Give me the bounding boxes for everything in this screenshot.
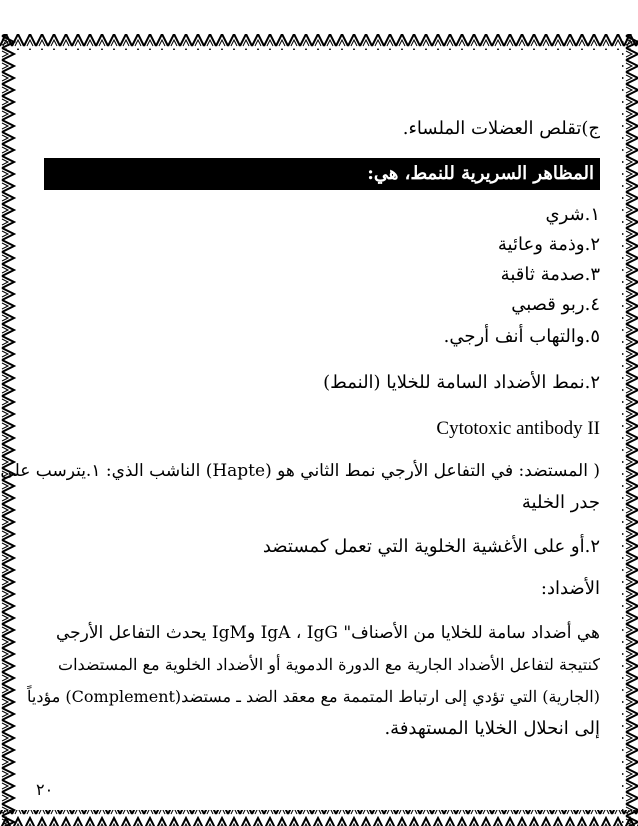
list-item-rhinitis: ٥.والتهاب أنف أرجي. — [443, 326, 600, 347]
list-item-shock: ٣.صدمة ثاقبة — [500, 264, 600, 285]
antibodies-line-4: إلى انحلال الخلايا المستهدفة. — [384, 718, 600, 739]
antigen-line-3: ٢.أو على الأغشية الخلوية التي تعمل كمستضد — [262, 536, 600, 557]
document-page — [0, 100, 600, 800]
page-number: ٢٠ — [36, 780, 54, 799]
list-item-urticaria: ١.شري — [545, 204, 600, 225]
antigen-line-1: ( المستضد: في التفاعل الأرجي نمط الثاني هو (Hapte) الناشب الذي: ١.يترسب على — [0, 461, 600, 481]
antibodies-line-2: كنتيجة لتفاعل الأضداد الجارية مع الدورة الدموية أو الأضداد الخلوية مع المستضدات — [58, 655, 600, 674]
clinical-manifestations-heading: المظاهر السريرية للنمط، هي: — [44, 158, 600, 190]
antigen-line-2: جدر الخلية — [521, 492, 600, 513]
list-item-angioedema: ٢.وذمة وعائية — [497, 234, 600, 255]
list-item-asthma: ٤.ربو قصبي — [511, 294, 600, 315]
antibodies-label: الأضداد: — [540, 578, 600, 599]
antibodies-line-3: (الجارية) التي تؤدي إلى ارتباط المتممة مع معقد الضد ـ مستضد(Complement) مؤدياً — [27, 687, 600, 706]
antibodies-line-1: هي أضداد سامة للخلايا من الأصناف" IgA ، IgG وIgM يحدث التفاعل الأرجي — [55, 623, 600, 643]
type2-english-title: Cytotoxic antibody II — [436, 418, 600, 439]
intro-line: ج)تقلص العضلات الملساء. — [402, 118, 600, 139]
type2-title: ٢.نمط الأضداد السامة للخلايا (النمط) — [323, 372, 600, 393]
